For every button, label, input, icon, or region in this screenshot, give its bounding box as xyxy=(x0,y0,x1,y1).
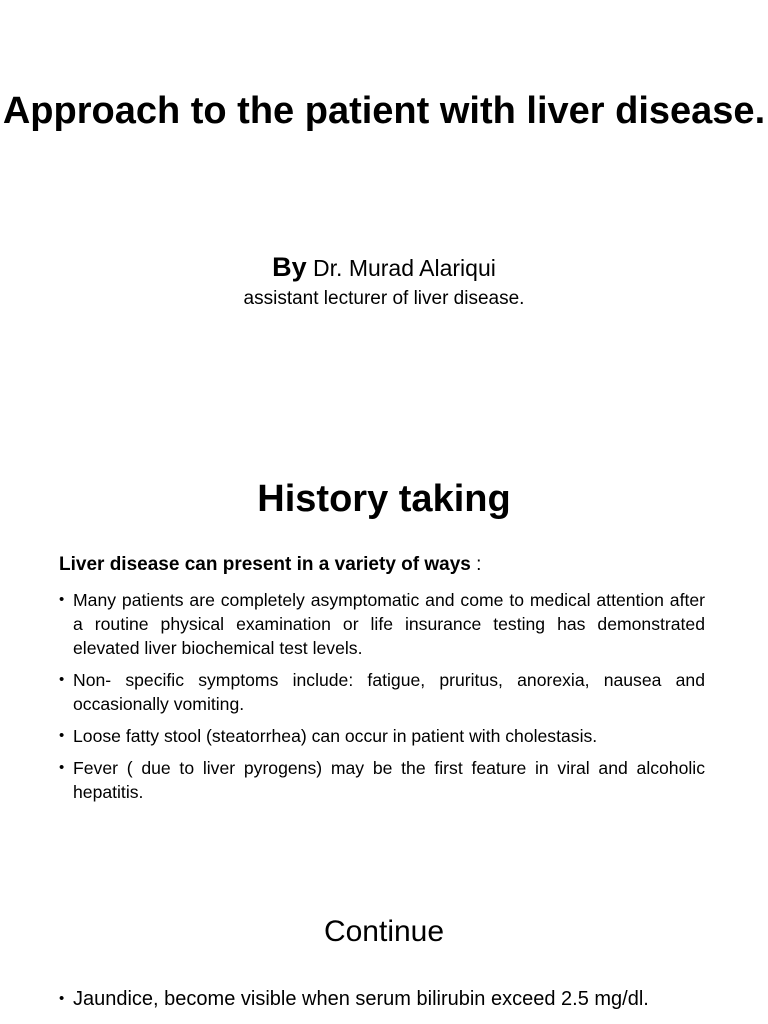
bullet-icon: • xyxy=(59,591,65,608)
slide-title: Continue xyxy=(323,915,445,948)
bullet-icon: • xyxy=(59,727,65,744)
bullet-text: Non- specific symptoms include: fatigue, pruritus, anorexia, nausea and occasionally vomiting. xyxy=(73,670,705,714)
slide-title: History taking xyxy=(257,478,511,520)
continue-slide xyxy=(0,880,768,1024)
bullet-text: Loose fatty stool (steatorrhea) can occur in patient with cholestasis. xyxy=(73,726,598,746)
list-item xyxy=(59,668,705,716)
bullet-text: Fever ( due to liver pyrogens) may be the first feature in viral and alcoholic hepatitis. xyxy=(73,758,705,802)
lead-suffix: : xyxy=(470,554,482,575)
bullet-list xyxy=(59,986,705,1020)
list-item xyxy=(59,986,705,1012)
byline xyxy=(0,252,768,283)
by-label: By xyxy=(272,252,307,282)
author-affiliation: assistant lecturer of liver disease. xyxy=(243,288,525,309)
bullet-text: Many patients are completely asymptomatic and come to medical attention after a routine physical examination or life insurance testing has demonstrated elevated liver biochemical test levels. xyxy=(73,590,705,658)
author-name: Dr. Murad Alariqui xyxy=(313,255,496,281)
list-item xyxy=(59,756,705,804)
list-item xyxy=(59,724,705,748)
lead-statement xyxy=(59,552,709,578)
bullet-list xyxy=(59,588,705,812)
bullet-icon: • xyxy=(59,759,65,776)
bullet-text: Jaundice, become visible when serum bilirubin exceed 2.5 mg/dl. xyxy=(73,988,649,1010)
presentation-title: Approach to the patient with liver disease. xyxy=(2,90,766,132)
bullet-icon: • xyxy=(59,990,65,1007)
history-taking-slide xyxy=(0,440,768,840)
list-item xyxy=(59,588,705,660)
lead-strong-text: Liver disease can present in a variety of ways xyxy=(59,554,471,575)
title-slide xyxy=(0,0,768,440)
bullet-icon: • xyxy=(59,671,65,688)
